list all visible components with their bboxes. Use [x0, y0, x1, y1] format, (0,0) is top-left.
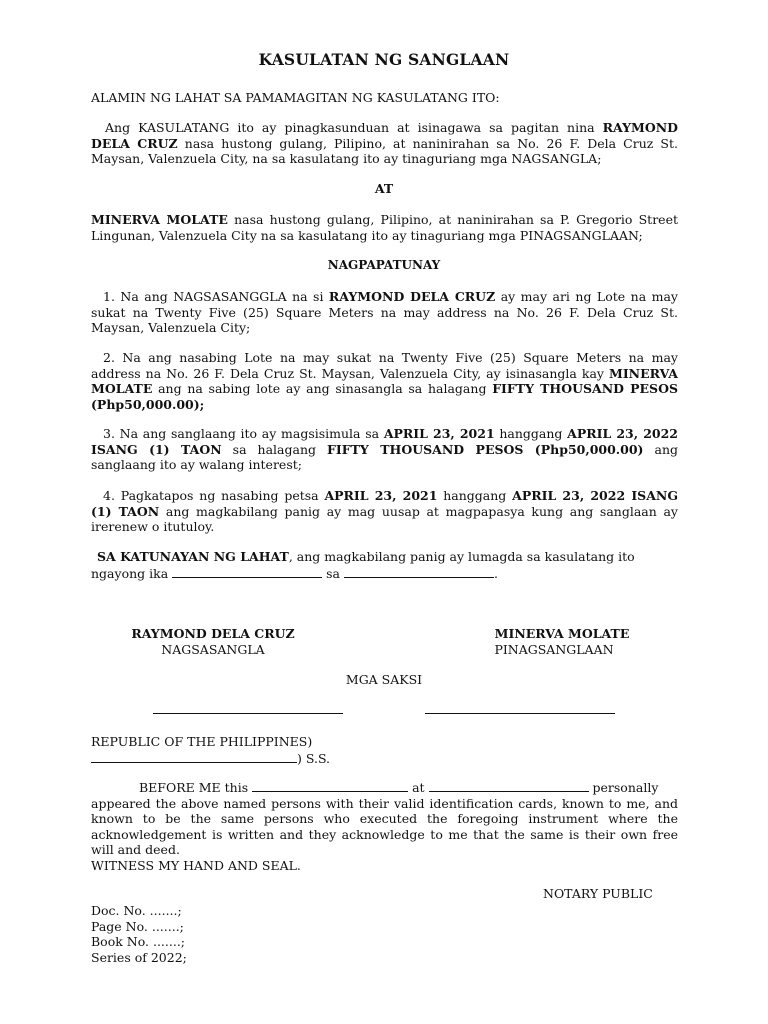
party-name-raymond: RAYMOND DELA CRUZ — [91, 120, 678, 151]
signatory-right-role: PINAGSANGLAAN — [494, 641, 614, 657]
signatory-left-role: NAGSASANGLA — [161, 641, 265, 657]
sa-katunayan-bold: SA KATUNAYAN NG LAHAT — [97, 549, 289, 564]
book-no: Book No. .......; — [91, 934, 186, 949]
ss-line: ) S.S. — [91, 750, 330, 767]
document-title: KASULATAN NG SANGLAAN — [258, 50, 510, 69]
witness-1-signature-line[interactable] — [153, 713, 343, 714]
party-name-minerva: MINERVA MOLATE — [91, 212, 228, 227]
series: Series of 2022; — [91, 949, 187, 965]
date-day-blank[interactable] — [172, 565, 322, 578]
signatory-right-name: MINERVA MOLATE — [494, 626, 630, 641]
witness-hand-seal: WITNESS MY HAND AND SEAL. — [91, 857, 301, 873]
at-heading: AT — [374, 181, 394, 196]
signatory-right — [462, 626, 662, 657]
item-4: 4. Pagkatapos ng nasabing petsa APRIL 23, 2021 hanggang APRIL 23, 2022 ISANG (1) TAON ang magkabilang panig ay mag uusap at magpapasya kung ang sanglaan ay irerenew o itutuloy. — [91, 488, 678, 534]
docket-block — [91, 903, 187, 965]
acknowledgment-paragraph: BEFORE ME this at personally appeared the above named persons with their valid identification cards, known to me, and known to be the same persons who executed the foregoing instrument where the acknowledgement is written and they acknowledge to me that the same is their own free will and deed. WITNESS MY HAND AND SEAL. — [91, 780, 678, 873]
witnesses-heading: MGA SAKSI — [345, 672, 423, 687]
item-3: 3. Na ang sanglaang ito ay magsisimula sa APRIL 23, 2021 hanggang APRIL 23, 2022 ISANG (1) TAON sa halagang FIFTY THOUSAND PESOS (Php50,000.00) ang sanglaang ito ay walang interest; — [91, 426, 678, 472]
signatory-left-name: RAYMOND DELA CRUZ — [131, 626, 295, 641]
date-place-blank[interactable] — [344, 565, 494, 578]
paragraph-parties: Ang KASULATANG ito ay pinagkasunduan at isinagawa sa pagitan nina RAYMOND DELA CRUZ nasa hustong gulang, Pilipino, at naninirahan sa No. 26 F. Dela Cruz St. Maysan, Valenzuela City, na sa kasulatang ito ay tinaguriang mga NAGSANGLA; — [91, 120, 678, 166]
ack-place-blank[interactable] — [429, 779, 589, 792]
paragraph-minerva: MINERVA MOLATE nasa hustong gulang, Pilipino, at naninirahan sa P. Gregorio Street Lingunan, Valenzuela City na sa kasulatang ito ay tinaguriang mga PINAGSANGLAAN; — [91, 212, 678, 243]
venue-blank[interactable] — [91, 750, 297, 763]
acknowledgment-body: appeared the above named persons with their valid identification cards, known to me, and known to be the same persons who executed the foregoing instrument where the acknowledgement is written and they acknowledge to me that the same is their own free will and deed. — [91, 795, 678, 857]
ack-date-blank[interactable] — [252, 779, 408, 792]
doc-no: Doc. No. .......; — [91, 903, 182, 918]
republic-line: REPUBLIC OF THE PHILIPPINES) — [91, 734, 313, 749]
item-1: 1. Na ang NAGSASANGGLA na si RAYMOND DELA CRUZ ay may ari ng Lote na may sukat na Twenty Five (25) Square Meters na may address na No. 26 F. Dela Cruz St. Maysan, Valenzuela City; — [91, 289, 678, 335]
closing-paragraph: SA KATUNAYAN NG LAHAT, ang magkabilang panig ay lumagda sa kasulatang ito ngayong ika sa . — [91, 549, 635, 581]
item-2: 2. Na ang nasabing Lote na may sukat na Twenty Five (25) Square Meters na may address na No. 26 F. Dela Cruz St. Maysan, Valenzuela City, ay isinasangla kay MINERVA MOLATE ang na sabing lote ay ang sinasangla sa halagang FIFTY THOUSAND PESOS (Php50,000.00); — [91, 350, 678, 412]
nagpapatunay-heading: NAGPAPATUNAY — [327, 258, 441, 272]
signatory-left — [113, 626, 313, 657]
notary-public-label: NOTARY PUBLIC — [543, 886, 653, 901]
page-no: Page No. .......; — [91, 918, 184, 934]
intro-line: ALAMIN NG LAHAT SA PAMAMAGITAN NG KASULATANG ITO: — [91, 90, 500, 105]
witness-2-signature-line[interactable] — [425, 713, 615, 714]
